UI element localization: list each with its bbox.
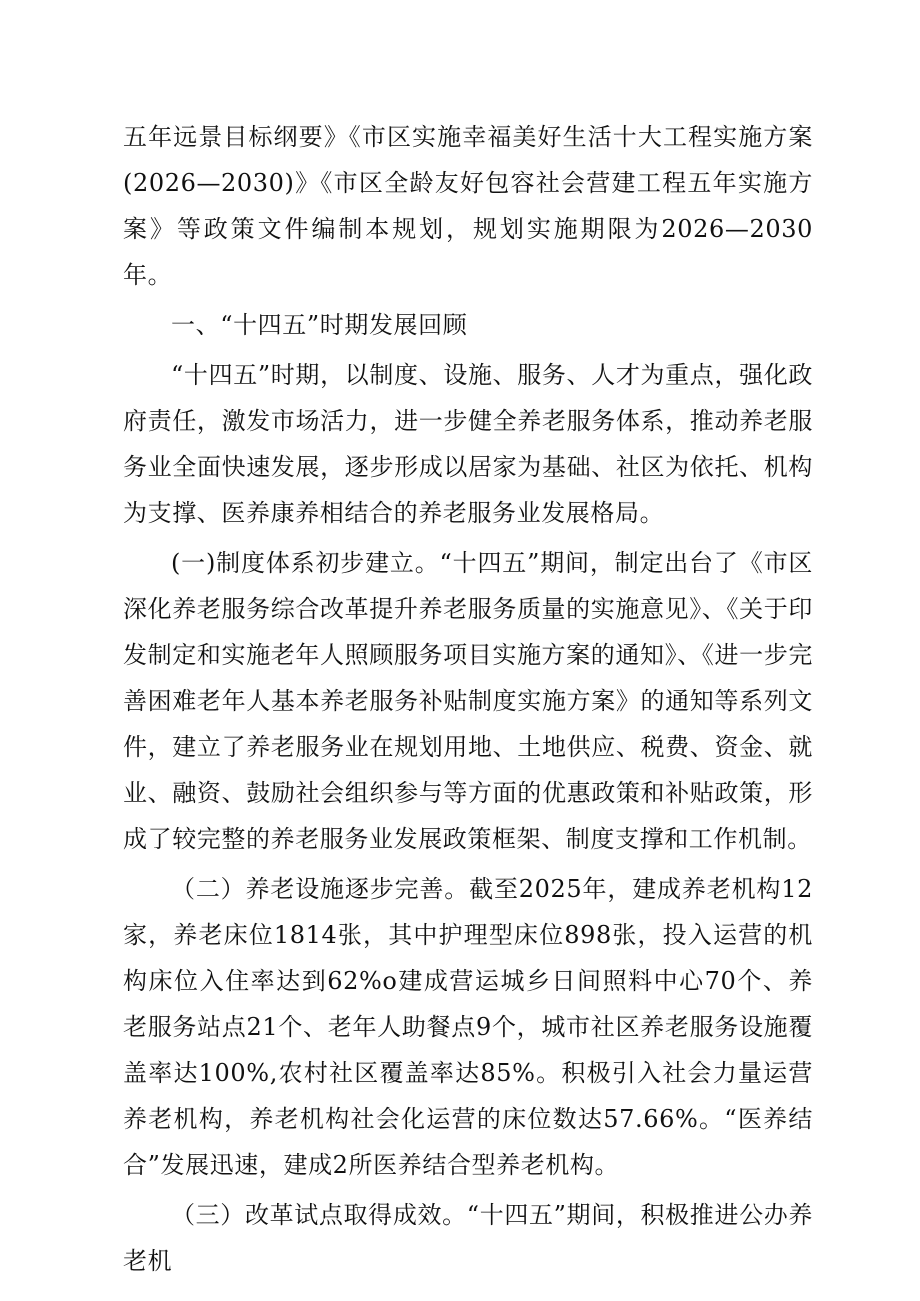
- paragraph-reform: （三）改革试点取得成效。“十四五”期间，积极推进公办养老机: [123, 1201, 813, 1275]
- section-heading-review: 一、“十四五”时期发展回顾: [171, 311, 468, 339]
- paragraph-overview: “十四五”时期，以制度、设施、服务、人才为重点，强化政府责任，激发市场活力，进一步健全养老服务体系，推动养老服务业全面快速发展，逐步形成以居家为基础、社区为依托、机构为支撑、医养康养相结合的养老服务业发展格局。: [123, 361, 813, 527]
- document-body: [123, 114, 813, 1288]
- paragraph-system: (一)制度体系初步建立。“十四五”期间，制定出台了《市区深化养老服务综合改革提升养老服务质量的实施意见》、《关于印发制定和实施老年人照顾服务项目实施方案的通知》、《进一步完善困难老年人基本养老服务补贴制度实施方案》的通知等系列文件，建立了养老服务业在规划用地、土地供应、税费、资金、就业、融资、鼓励社会组织参与等方面的优惠政策和补贴政策，形成了较完整的养老服务业发展政策框架、制度支撑和工作机制。: [123, 549, 813, 853]
- paragraph-intro-continuation: 五年远景目标纲要》《市区实施幸福美好生活十大工程实施方案(2026—2030)》《市区全龄友好包容社会营建工程五年实施方案》等政策文件编制本规划，规划实施期限为2026—2030年。: [123, 123, 813, 289]
- paragraph-facilities: （二）养老设施逐步完善。截至2025年，建成养老机构12家，养老床位1814张，其中护理型床位898张，投入运营的机构床位入住率达到62%o建成营运城乡日间照料中心70个、养老服务站点21个、老年人助餐点9个，城市社区养老服务设施覆盖率达100%,农村社区覆盖率达85%。积极引入社会力量运营养老机构，养老机构社会化运营的床位数达57.66%。“医养结合”发展迅速，建成2所医养结合型养老机构。: [123, 875, 813, 1179]
